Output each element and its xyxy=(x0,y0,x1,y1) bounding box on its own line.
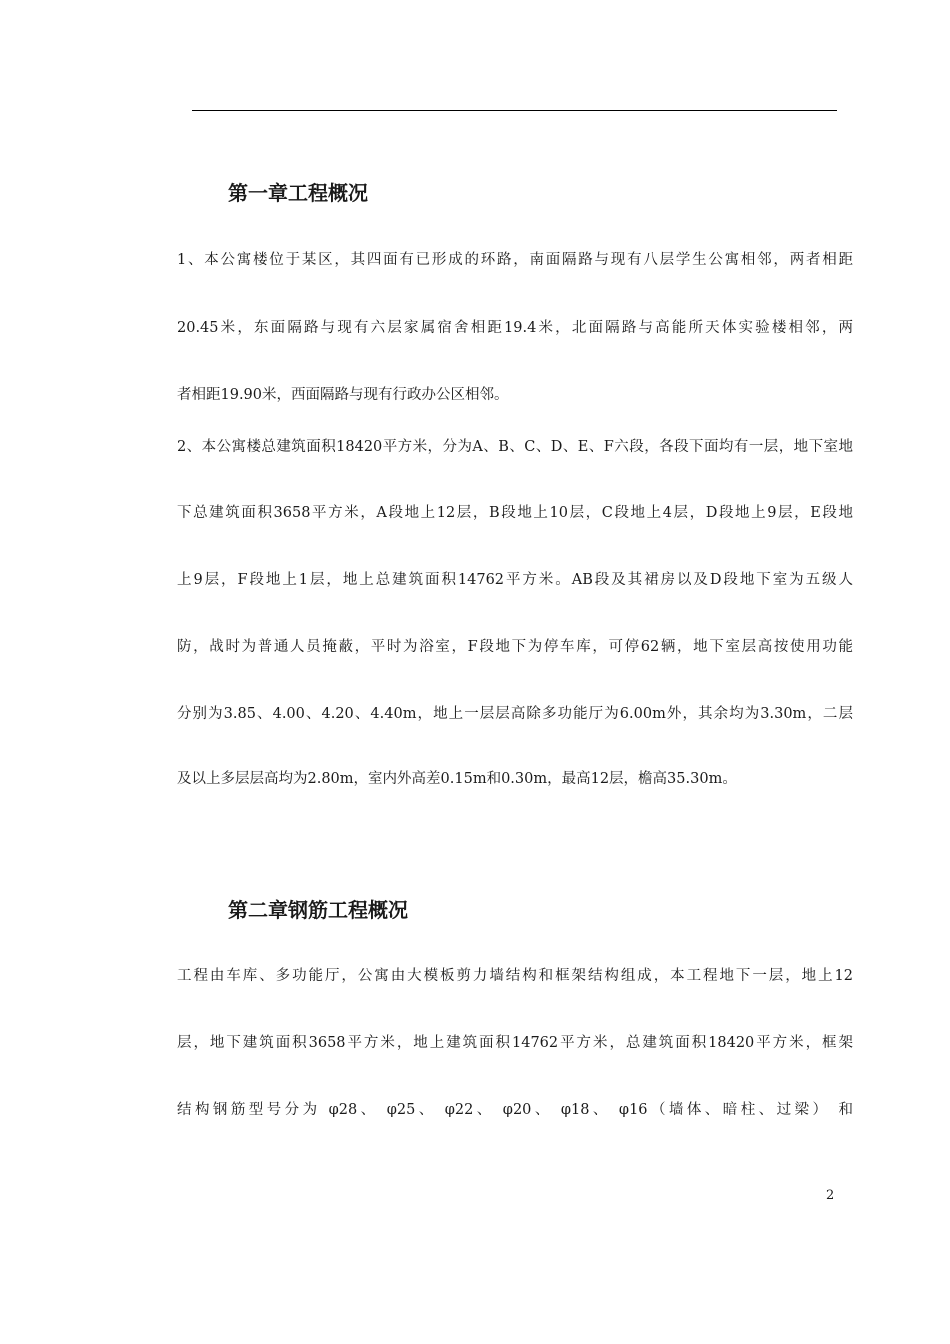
header-rule xyxy=(192,110,837,111)
page-number: 2 xyxy=(826,1188,835,1203)
chapter-1-heading: 第一章工程概况 xyxy=(228,181,368,205)
paragraph-line: 者相距19.90米，西面隔路与现有行政办公区相邻。 xyxy=(177,387,509,403)
paragraph-line: 结构钢筋型号分为 φ28、 φ25、 φ22、 φ20、 φ18、 φ16（墙体、暗柱、过梁） 和 xyxy=(177,1102,853,1118)
paragraph-line: 上9层，F段地上1层，地上总建筑面积14762平方米。AB段及其裙房以及D段地下室为五级人 xyxy=(177,572,853,588)
paragraph-line: 层，地下建筑面积3658平方米，地上建筑面积14762平方米，总建筑面积18420平方米，框架 xyxy=(177,1035,853,1051)
paragraph-line: 防，战时为普通人员掩蔽，平时为浴室，F段地下为停车库，可停62辆，地下室层高按使用功能 xyxy=(177,639,853,655)
paragraph-line: 1、本公寓楼位于某区，其四面有已形成的环路，南面隔路与现有八层学生公寓相邻，两者相距 xyxy=(177,252,853,268)
paragraph-line: 20.45米，东面隔路与现有六层家属宿舍相距19.4米，北面隔路与高能所天体实验楼相邻，两 xyxy=(177,320,853,336)
paragraph-line: 工程由车库、多功能厅，公寓由大模板剪力墙结构和框架结构组成，本工程地下一层，地上12 xyxy=(177,968,853,984)
paragraph-line: 及以上多层层高均为2.80m，室内外高差0.15m和0.30m，最高12层，檐高35.30m。 xyxy=(177,771,737,787)
paragraph-line: 2、本公寓楼总建筑面积18420平方米，分为A、B、C、D、E、F六段，各段下面均有一层，地下室地 xyxy=(177,439,853,455)
chapter-2-heading: 第二章钢筋工程概况 xyxy=(228,898,408,922)
paragraph-line: 下总建筑面积3658平方米，A段地上12层，B段地上10层，C段地上4层，D段地上9层，E段地 xyxy=(177,505,853,521)
paragraph-line: 分别为3.85、4.00、4.20、4.40m，地上一层层高除多功能厅为6.00m外，其余均为3.30m，二层 xyxy=(177,706,853,722)
